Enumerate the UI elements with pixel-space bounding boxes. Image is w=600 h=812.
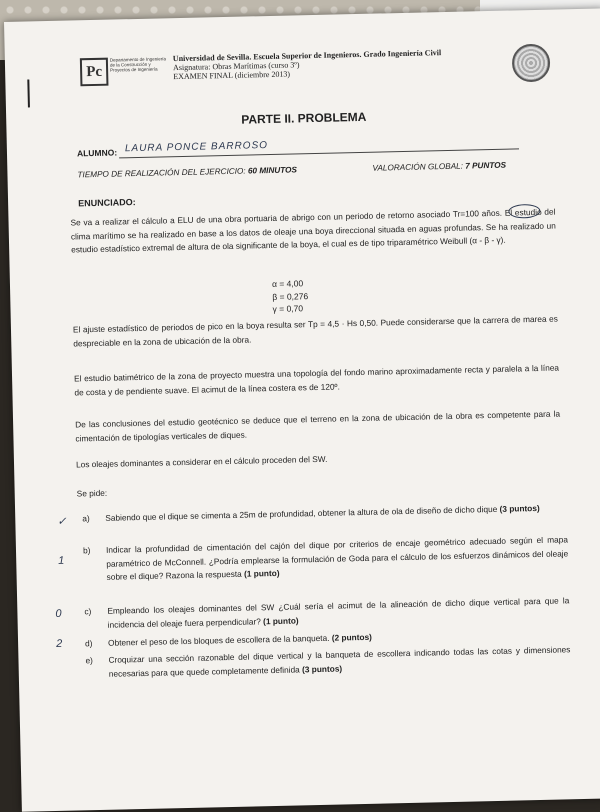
statement-paragraph-1: Se va a realizar el cálculo a ELU de una obra portuaria de abrigo con un periodo de retorno asociado Tr=100 años. El estudio del clima marítimo se ha realizado en base a los datos de oleaje una boya direccional situada en aguas profundas. Se ha realizado un estudio estadístico extremal de altura de ola significante de la boya, el cual es de tipo triparamétrico Weibull (α - β - γ). — [70, 206, 556, 255]
global-grade — [372, 161, 506, 173]
header-exam: EXAMEN FINAL (diciembre 2013) — [173, 69, 291, 82]
department-logo: Pc — [80, 58, 109, 87]
question-b-text: Indicar la profundidad de cimentación del cajón del dique por criterios de encaje geométrico adecuado según el mapa paramétrico de McConnell. ¿Podría emplearse la formulación de Goda para el cálculo de los esfuerzos dinámicos del oleaje sobre el dique? Razona la respuesta — [105, 534, 569, 582]
grade-label: VALORACIÓN GLOBAL: — [372, 161, 466, 173]
grade-value: 7 PUNTOS — [465, 160, 507, 171]
time-label: TIEMPO DE REALIZACIÓN DEL EJERCICIO: — [77, 166, 249, 180]
question-d-text: Obtener el peso de los bloques de escollera de la banqueta. — [107, 632, 330, 648]
statement-paragraph-4: De las conclusiones del estudio geotécnico se deduce que el terreno en la zona de ubicación de la obra es competente para la cimentación de tipologías verticales de diques. — [75, 408, 561, 443]
question-c-text-block — [107, 594, 569, 631]
time-value: 60 MINUTOS — [247, 165, 298, 176]
weibull-parameters — [272, 277, 309, 315]
question-a-mark: ✓ — [57, 515, 67, 528]
question-e-points: (3 puntos) — [301, 662, 343, 674]
statement-paragraph-5: Los oleajes dominantes a considerar en el cálculo proceden del SW. — [75, 453, 328, 470]
question-c-letter: c) — [84, 606, 92, 617]
time-allowed — [77, 165, 297, 179]
question-a-points: (3 puntos) — [499, 502, 540, 514]
student-label: ALUMNO: — [76, 147, 118, 159]
question-b-mark: 1 — [58, 554, 65, 567]
questions-heading: Se pide: — [76, 487, 108, 499]
param-gamma: γ = 0,70 — [272, 303, 304, 314]
question-d-mark: 2 — [55, 637, 63, 650]
margin-pen-mark — [27, 79, 30, 107]
question-c-points: (1 punto) — [262, 614, 299, 626]
param-beta: β = 0,276 — [272, 290, 309, 302]
statement-paragraph-3: El estudio batimétrico de la zona de proyecto muestra una topología del fondo marino aproximadamente recta y paralela a la línea de costa y de pendiente suave. El acimut de la línea costera es de 120º. — [73, 362, 560, 397]
question-a-text-block — [105, 501, 567, 525]
header-subject: Asignatura: Obras Marítimas (curso 3º) — [172, 60, 300, 73]
question-d-points: (2 puntos) — [331, 631, 373, 643]
university-seal-icon — [512, 44, 551, 83]
question-c-mark: 0 — [55, 607, 62, 620]
department-name: Departamento de Ingeniería de la Construcción y Proyectos de Ingeniería — [109, 56, 166, 74]
question-e-letter: e) — [85, 655, 94, 666]
statement-heading: ENUNCIADO: — [78, 197, 136, 209]
question-a-letter: a) — [82, 513, 90, 524]
header-university: Universidad de Sevilla. Escuela Superior de Ingenieros. Grado Ingeniería Civil — [172, 48, 442, 64]
exam-sheet — [4, 8, 600, 811]
page-title: PARTE II. PROBLEMA — [241, 109, 367, 127]
header-text — [173, 47, 504, 81]
question-b-letter: b) — [82, 545, 91, 556]
question-a-text: Sabiendo que el dique se cimenta a 25m de profundidad, obtener la altura de ola de diseño de dicho dique — [105, 503, 498, 523]
question-d-letter: d) — [85, 638, 93, 649]
question-e-text: Croquizar una sección razonable del dique vertical y la banqueta de escollera indicando todas las cotas y dimensiones necesarias para que quede completamente definida — [108, 644, 571, 679]
exam-header — [80, 42, 551, 105]
question-b-text-block — [106, 533, 569, 584]
question-b — [58, 533, 569, 600]
question-c-text: Empleando los oleajes dominantes del SW ¿Cuál sería el acimut de la alineación de dicho dique vertical para que la incidencia del oleaje fuera perpendicular? — [107, 595, 570, 630]
student-name-handwritten: LAURA PONCE BARROSO — [124, 140, 269, 155]
question-b-points: (1 punto) — [243, 567, 280, 579]
param-alpha: α = 4,00 — [271, 278, 304, 289]
statement-paragraph-2: El ajuste estadístico de periodos de pico en la boya resulta ser Tp = 4,5 · Hs 0,50. Puede considerarse que la carrera de marea es despreciable en la zona de ubicación de la obra. — [72, 313, 558, 349]
